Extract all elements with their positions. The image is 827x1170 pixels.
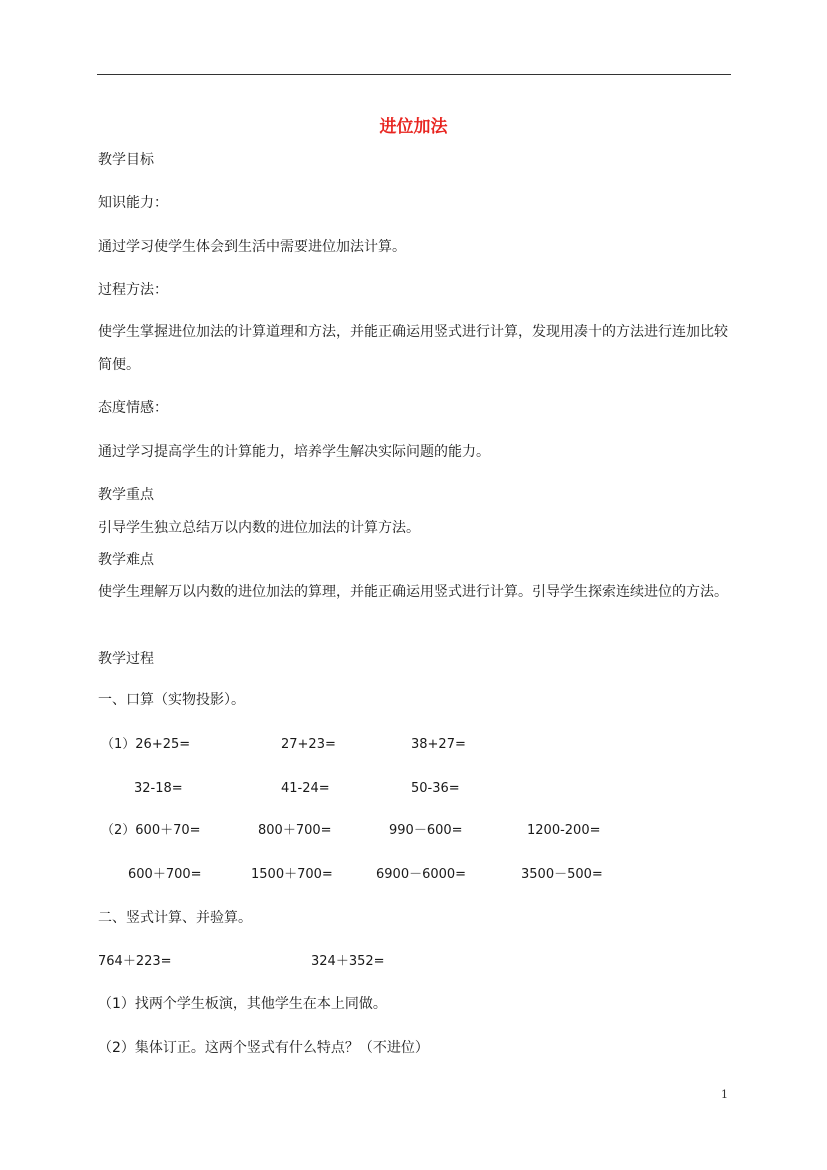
difficulty-heading: 教学难点: [98, 552, 154, 568]
step-1: （1）找两个学生板演，其他学生在本上同做。: [98, 996, 387, 1012]
section1-heading: 一、口算（实物投影）。: [98, 692, 245, 708]
oral-calc-item: 38+27=: [411, 737, 466, 752]
header-rule: [97, 74, 731, 75]
oral-calc-item: 27+23=: [281, 737, 336, 752]
page-number: 1: [721, 1088, 728, 1101]
process-heading: 过程方法：: [98, 282, 168, 298]
knowledge-text: 通过学习使学生体会到生活中需要进位加法计算。: [98, 239, 406, 255]
oral-calc-item: （1）26+25=: [101, 737, 191, 752]
difficulty-text: 使学生理解万以内数的进位加法的算理，并能正确运用竖式进行计算。引导学生探索连续进位的方法。: [98, 584, 728, 600]
section2-heading: 二、竖式计算、并验算。: [98, 910, 252, 926]
vertical-calc-problem: 764＋223=: [98, 954, 172, 969]
oral-calc-item: 50-36=: [411, 781, 460, 796]
key-heading: 教学重点: [98, 487, 154, 503]
key-text: 引导学生独立总结万以内数的进位加法的计算方法。: [98, 520, 420, 536]
attitude-heading: 态度情感：: [98, 400, 168, 416]
procedure-heading: 教学过程: [98, 651, 154, 667]
knowledge-heading: 知识能力：: [98, 195, 168, 211]
oral-calc-item: 1500＋700=: [251, 867, 333, 882]
oral-calc-item: 32-18=: [134, 781, 183, 796]
process-text: 使学生掌握进位加法的计算道理和方法，并能正确运用竖式进行计算，发现用凑十的方法进行连加比较简便。: [98, 324, 728, 373]
oral-calc-item: 800＋700=: [258, 823, 332, 838]
attitude-text: 通过学习提高学生的计算能力，培养学生解决实际问题的能力。: [98, 444, 490, 460]
vertical-calc-problem: 324＋352=: [311, 954, 385, 969]
step-2: （2）集体订正。这两个竖式有什么特点？（不进位）: [98, 1040, 429, 1056]
oral-calc-item: 3500－500=: [521, 867, 603, 882]
oral-calc-item: 600＋700=: [128, 867, 202, 882]
document-title: 进位加法: [379, 117, 448, 137]
oral-calc-item: 6900－6000=: [376, 867, 467, 882]
oral-calc-item: 41-24=: [281, 781, 330, 796]
oral-calc-item: 1200-200=: [527, 823, 601, 838]
oral-calc-item: （2）600＋70=: [101, 823, 201, 838]
goals-heading: 教学目标: [98, 152, 154, 168]
oral-calc-item: 990－600=: [389, 823, 463, 838]
